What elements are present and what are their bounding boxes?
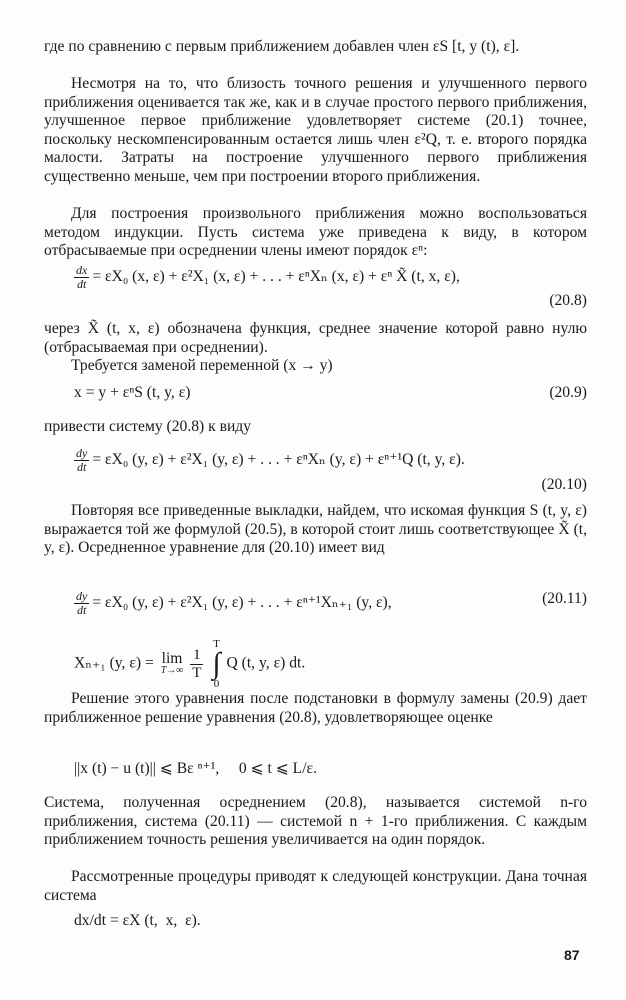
derivative-fraction: $\frac{dy}{dt}$ (76, 446, 88, 474)
equation-label: (20.11) (542, 590, 587, 607)
paragraph-8: Решение этого уравнения после подстановки в формулу замены (20.9) дает приближенное решение уравнения (20.8), удовлетворяющее оценке (44, 690, 587, 726)
equation-label: (20.9) (549, 384, 587, 401)
equation-label: (20.10) (541, 476, 587, 493)
equation-limit (44, 630, 587, 690)
paragraph-9: Система, полученная осреднением (20.8), называется системой n-го приближения, система (20.11) — системой n + 1-го приближения. С каждым приближением точность решения увеличивается на один порядок. (44, 794, 587, 849)
equation-label: (20.8) (549, 292, 587, 309)
paragraph-3: Для построения произвольного приближения можно воспользоваться методом индукции. Пусть система уже приведена к виду, в котором отбрасываемые при осреднении члены имеют порядок εⁿ: (44, 205, 587, 260)
equation-estimate: ||x (t) − u (t)|| ⩽ Bε ⁿ⁺¹, 0 ⩽ t ⩽ L/ε. (74, 760, 317, 777)
equation-20-8 (44, 263, 587, 291)
equation-rhs: = εX₀ (y, ε) + ε²X₁ (y, ε) + . . . + εⁿXₙ (y, ε) + εⁿ⁺¹Q (t, y, ε). (92, 451, 465, 469)
equation-20-11 (44, 589, 587, 617)
paragraph-5: Требуется заменой переменной (x → y) (71, 357, 333, 374)
paragraph-7: Повторяя все приведенные выкладки, найдем, что искомая функция S (t, y, ε) выражается той же формулой (20.5), в которой стоит лишь соответствующее X̃ (t, y, ε). Осредненное уравнение для (20.10) имеет вид (44, 502, 587, 557)
equation-20-9 (44, 384, 587, 406)
page-number: 87 (564, 947, 580, 963)
limit-operator: lim T→∞ (160, 650, 184, 676)
derivative-fraction: $\frac{dx}{dt}$ (76, 263, 88, 291)
integral-sign: T ∫ 0 (212, 638, 221, 690)
equation-20-10 (44, 446, 587, 474)
paragraph-2: Несмотря на то, что близость точного решения и улучшенного первого приближения оценивается так же, как и в случае простого первого приближения, улучшенное первое приближение удовлетворяет системе (20.1) точнее, поскольку нескомпенсированным остается лишь член ε²Q, т. е. второго порядка малости. Затраты на построение улучшенного первого приближения существенно меньше, чем при построении второго приближения. (44, 75, 587, 185)
limit-lhs: Xₙ₊₁ (y, ε) = (74, 654, 154, 672)
integrand: Q (t, y, ε) dt. (226, 654, 306, 672)
one-over-t-fraction: $\frac{1}{T}$ (192, 646, 202, 681)
equation-rhs: = εX₀ (y, ε) + ε²X₁ (y, ε) + . . . + εⁿ⁺¹Xₙ₊₁ (y, ε), (92, 594, 392, 612)
paragraph-1: где по сравнению с первым приближением добавлен член εS [t, y (t), ε]. (44, 38, 520, 55)
equation-label-row (44, 476, 587, 498)
equation-body: x = y + εⁿS (t, y, ε) (74, 384, 191, 401)
derivative-fraction: $\frac{dy}{dt}$ (76, 589, 88, 617)
equation-rhs: = εX₀ (x, ε) + ε²X₁ (x, ε) + . . . + εⁿXₙ (x, ε) + εⁿ X̃ (t, x, ε), (92, 268, 460, 286)
equation-label-row (44, 292, 587, 314)
equation-exact: dx/dt = εX (t, x, ε). (74, 912, 201, 929)
paragraph-10: Рассмотренные процедуры приводят к следующей конструкции. Дана точная система (44, 868, 587, 904)
paragraph-4: через X̃ (t, x, ε) обозначена функция, среднее значение которой равно нулю (отбрасываемая при осреднении). (44, 320, 587, 356)
paragraph-6: привести систему (20.8) к виду (44, 418, 252, 435)
